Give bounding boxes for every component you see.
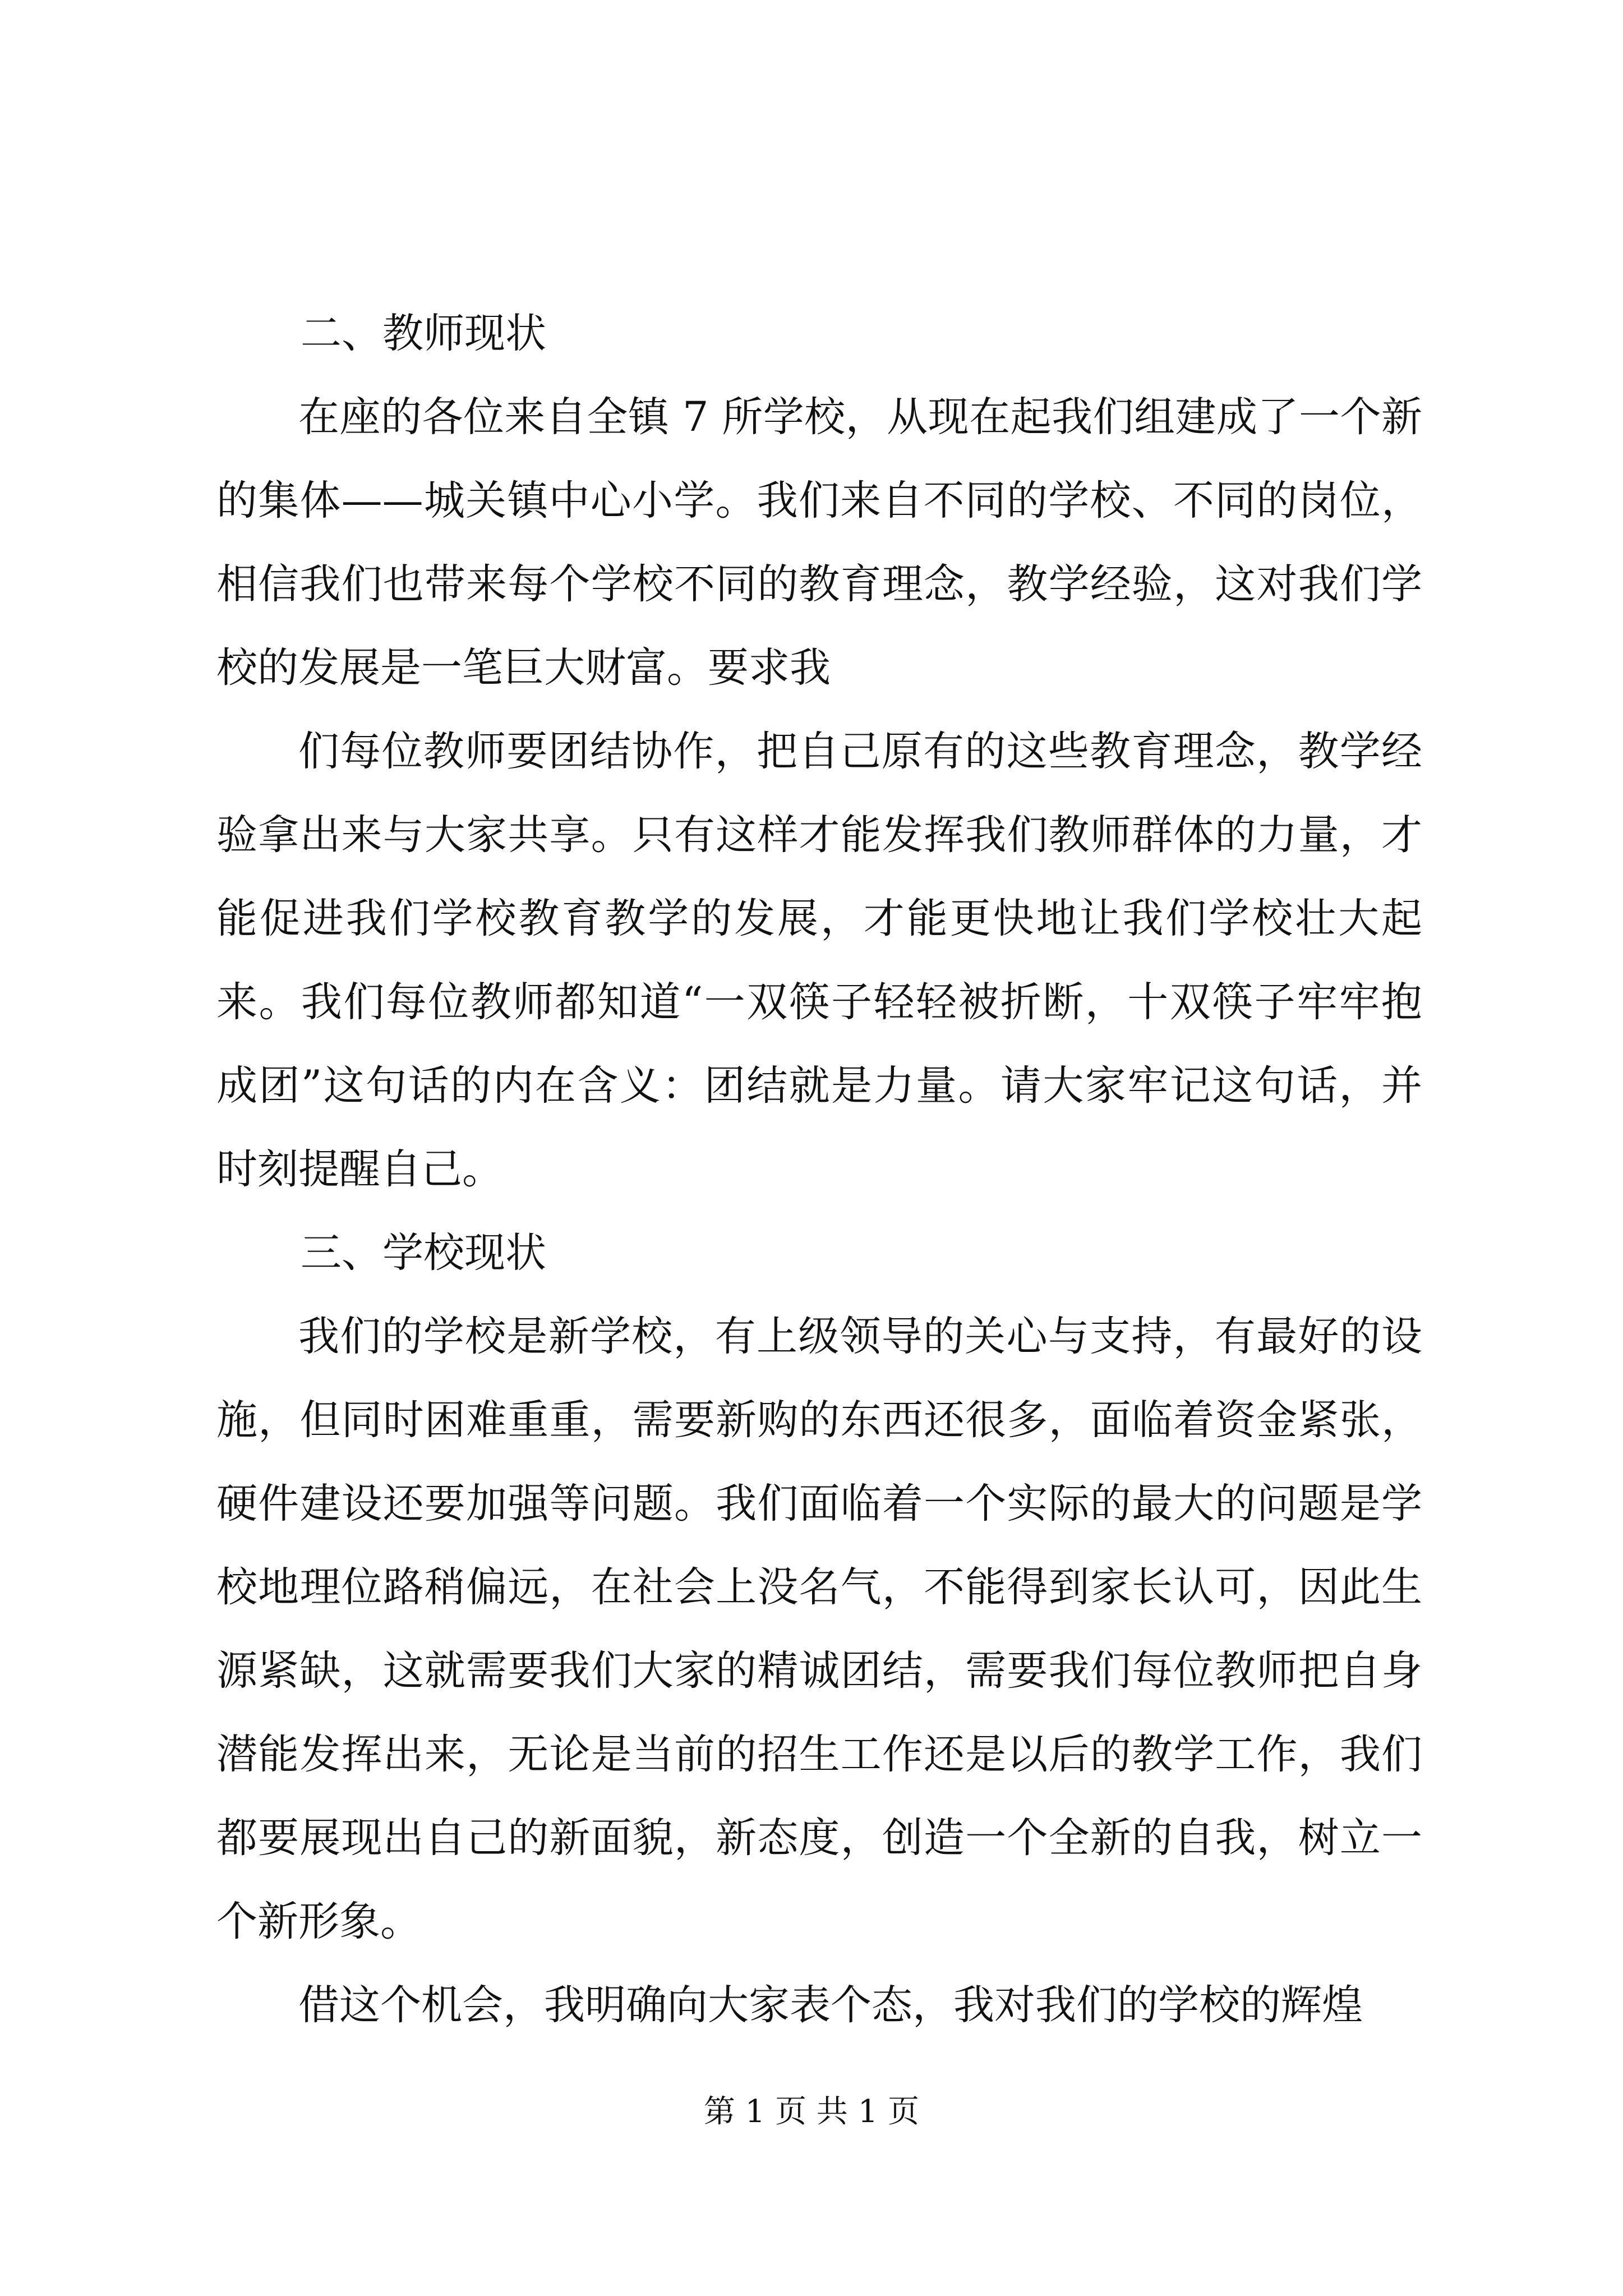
section-heading-school: 三、学校现状 [301, 1229, 546, 1277]
paragraph: 在座的各位来自全镇 7 所学校，从现在起我们组建成了一个新的集体——城关镇中心小学。我们来自不同的学校、不同的岗位，相信我们也带来每个学校不同的教育理念，教学经验，这对我们学校的发展是一笔巨大财富。要求我 [216, 393, 1422, 692]
page-footer: 第 1 页 共 1 页 [703, 2093, 920, 2130]
section-heading-teachers: 二、教师现状 [301, 310, 546, 357]
paragraph: 借这个机会，我明确向大家表个态，我对我们的学校的辉煌 [298, 1981, 1363, 2029]
paragraph: 们每位教师要团结协作，把自己原有的这些教育理念，教学经验拿出来与大家共享。只有这样才能发挥我们教师群体的力量，才能促进我们学校教育教学的发展，才能更快地让我们学校壮大起来。我们每位教师都知道“一双筷子轻轻被折断，十双筷子牢牢抱成团”这句话的内在含义：团结就是力量。请大家牢记这句话，并时刻提醒自己。 [216, 728, 1422, 1193]
document-body [216, 292, 1422, 2047]
paragraph: 我们的学校是新学校，有上级领导的关心与支持，有最好的设施，但同时困难重重，需要新购的东西还很多，面临着资金紧张，硬件建设还要加强等问题。我们面临着一个实际的最大的问题是学校地理位路稍偏远，在社会上没名气，不能得到家长认可，因此生源紧缺，这就需要我们大家的精诚团结，需要我们每位教师把自身潜能发挥出来，无论是当前的招生工作还是以后的教学工作，我们都要展现出自己的新面貌，新态度，创造一个全新的自我，树立一个新形象。 [216, 1313, 1422, 1945]
